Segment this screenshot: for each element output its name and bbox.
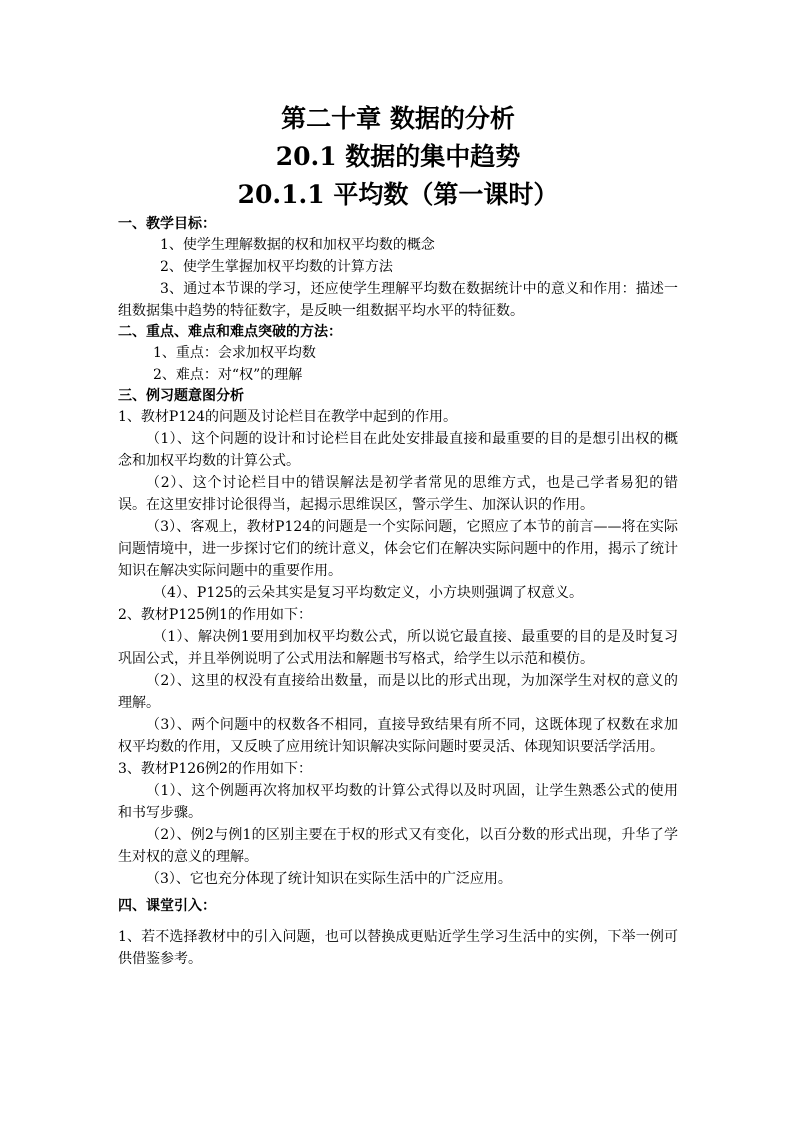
chapter-title: 第二十章 数据的分析 [281, 104, 515, 133]
heading-class-intro: 四、课堂引入： [118, 898, 216, 914]
analysis-3-item-2: （2）、例2与例1的区别主要在于权的形式又有变化，以百分数的形式出现，升华了学生对权的意义的理解。 [118, 827, 678, 865]
analysis-group-2-lead: 2、教材P125例1的作用如下： [118, 607, 312, 623]
heading-example-analysis: 三、例习题意图分析 [118, 388, 244, 404]
goal-item-1: 1、使学生理解数据的权和加权平均数的概念 [160, 237, 435, 253]
document-page [118, 100, 678, 970]
intro-item-1: 1、若不选择教材中的引入问题，也可以替换成更贴近学生学习生活中的实例，下举一例可供借鉴参考。 [118, 929, 678, 967]
lesson-title: 20.1.1 平均数（第一课时） [237, 180, 559, 209]
analysis-1-item-3: （3）、客观上，教材P124的问题是一个实际问题，它照应了本节的前言——将在实际问题情境中，进一步探讨它们的统计意义，体会它们在解决实际问题中的作用，揭示了统计知识在解决实际问题中的重要作用。 [118, 519, 678, 579]
analysis-1-item-2: （2）、这个讨论栏目中的错误解法是初学者常见的思维方式，也是己学者易犯的错误。在这里安排讨论很得当，起揭示思维误区，警示学生、加深认识的作用。 [118, 475, 678, 513]
goal-item-2: 2、使学生掌握加权平均数的计算方法 [160, 259, 393, 275]
analysis-2-item-3: （3）、两个问题中的权数各不相同，直接导致结果有所不同，这既体现了权数在求加权平均数的作用，又反映了应用统计知识解决实际问题时要灵活、体现知识要活学活用。 [118, 717, 678, 755]
key-point-item-2: 2、难点：对“权”的理解 [153, 367, 303, 383]
heading-teaching-goals: 一、教学目标： [118, 216, 216, 232]
analysis-2-item-2: （2）、这里的权没有直接给出数量，而是以比的形式出现，为加深学生对权的意义的理解。 [118, 673, 678, 711]
analysis-2-item-1: （1）、解决例1要用到加权平均数公式，所以说它最直接、最重要的目的是及时复习巩固公式，并且举例说明了公式用法和解题书写格式，给学生以示范和模仿。 [118, 629, 678, 667]
analysis-group-3-lead: 3、教材P126例2的作用如下： [118, 761, 312, 777]
analysis-3-item-3: （3）、它也充分体现了统计知识在实际生活中的广泛应用。 [146, 871, 512, 887]
section-title: 20.1 数据的集中趋势 [275, 142, 521, 171]
key-point-item-1: 1、重点：会求加权平均数 [153, 345, 316, 361]
goal-item-3: 3、通过本节课的学习，还应使学生理解平均数在数据统计中的意义和作用：描述一组数据集中趋势的特征数字，是反映一组数据平均水平的特征数。 [118, 281, 678, 319]
analysis-1-item-1: （1）、这个问题的设计和讨论栏目在此处安排最直接和最重要的目的是想引出权的概念和加权平均数的计算公式。 [118, 431, 678, 469]
analysis-3-item-1: （1）、这个例题再次将加权平均数的计算公式得以及时巩固，让学生熟悉公式的使用和书写步骤。 [118, 783, 678, 821]
heading-key-points: 二、重点、难点和难点突破的方法： [118, 324, 342, 340]
analysis-group-1-lead: 1、教材P124的问题及讨论栏目在教学中起到的作用。 [118, 409, 458, 425]
analysis-1-item-4: （4）、P125的云朵其实是复习平均数定义，小方块则强调了权意义。 [153, 585, 584, 601]
